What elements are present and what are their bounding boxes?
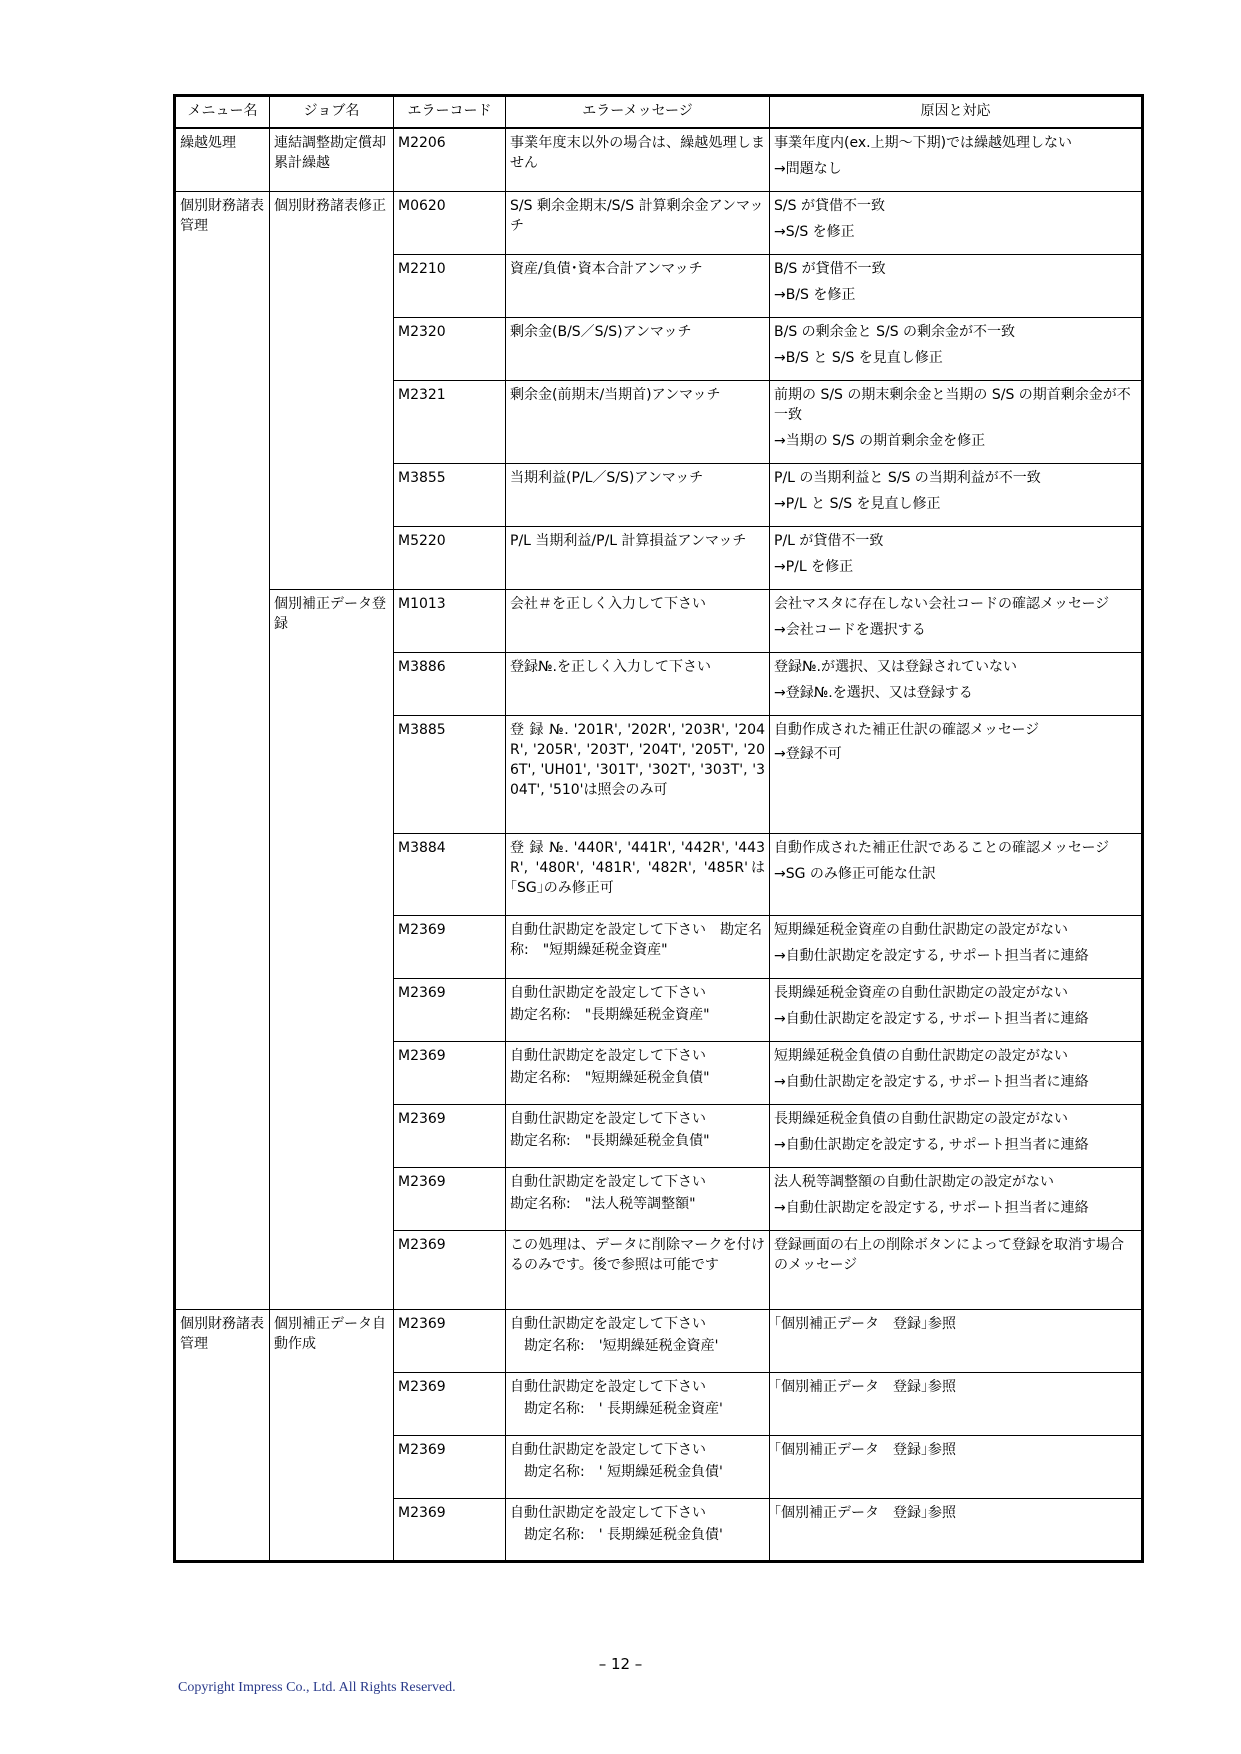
job-cell: 個別財務諸表修正 bbox=[270, 191, 394, 589]
message-line: 事業年度末以外の場合は、繰越処理しません bbox=[510, 135, 765, 171]
cause-cell bbox=[770, 715, 1143, 833]
action-line: →B/S を修正 bbox=[774, 286, 856, 303]
code-cell: M5220 bbox=[394, 526, 506, 589]
account-name-line: 勘定名称: "短期繰延税金負債" bbox=[510, 1069, 710, 1086]
message-cell bbox=[506, 317, 770, 380]
cause-line: 登録画面の右上の削除ボタンによって登録を取消す場合のメッセージ bbox=[774, 1236, 1124, 1273]
job-cell: 個別補正データ自動作成 bbox=[270, 1309, 394, 1561]
action-line: →登録№.を選択、又は登録する bbox=[774, 684, 973, 701]
message-cell bbox=[506, 715, 770, 833]
cause-cell bbox=[770, 978, 1143, 1041]
cause-cell bbox=[770, 463, 1143, 526]
cause-line: 長期繰延税金負債の自動仕訳勘定の設定がない bbox=[774, 1110, 1068, 1127]
code-cell: M2206 bbox=[394, 128, 506, 191]
action-line: →自動仕訳勘定を設定する, サポート担当者に連絡 bbox=[774, 1073, 1089, 1090]
account-name-line: 勘定名称: "長期繰延税金負債" bbox=[510, 1132, 710, 1149]
cause-line: 事業年度内(ex.上期～下期)では繰越処理しない bbox=[774, 135, 1073, 151]
message-cell bbox=[506, 128, 770, 191]
message-cell bbox=[506, 380, 770, 463]
cause-cell bbox=[770, 380, 1143, 463]
message-cell bbox=[506, 191, 770, 254]
code-cell: M2321 bbox=[394, 380, 506, 463]
code-cell: M2369 bbox=[394, 915, 506, 978]
cause-cell bbox=[770, 1230, 1143, 1309]
cause-line: ｢個別補正データ 登録｣参照 bbox=[774, 1315, 956, 1332]
code-cell: M2369 bbox=[394, 978, 506, 1041]
cause-cell bbox=[770, 1309, 1143, 1372]
account-name-line: 勘定名称: '短期繰延税金資産' bbox=[510, 1337, 719, 1354]
message-cell bbox=[506, 978, 770, 1041]
code-cell: M2369 bbox=[394, 1498, 506, 1561]
cause-cell bbox=[770, 1167, 1143, 1230]
code-cell: M3885 bbox=[394, 715, 506, 833]
message-cell bbox=[506, 1167, 770, 1230]
message-cell bbox=[506, 1230, 770, 1309]
header-cause: 原因と対応 bbox=[770, 96, 1143, 129]
message-line: 自動仕訳勘定を設定して下さい bbox=[510, 1315, 706, 1332]
code-cell: M3886 bbox=[394, 652, 506, 715]
header-menu: メニュー名 bbox=[175, 96, 270, 129]
cause-cell bbox=[770, 128, 1143, 191]
job-cell: 個別補正データ登録 bbox=[270, 589, 394, 1309]
cause-line: 自動作成された補正仕訳であることの確認メッセージ bbox=[774, 839, 1110, 856]
code-cell: M2210 bbox=[394, 254, 506, 317]
action-line: →P/L を修正 bbox=[774, 558, 854, 575]
code-cell: M2369 bbox=[394, 1372, 506, 1435]
action-line: →B/S と S/S を見直し修正 bbox=[774, 349, 943, 366]
action-line: →会社コードを選択する bbox=[774, 621, 926, 638]
cause-cell bbox=[770, 589, 1143, 652]
action-line: →自動仕訳勘定を設定する, サポート担当者に連絡 bbox=[774, 947, 1089, 964]
cause-cell bbox=[770, 1372, 1143, 1435]
message-cell bbox=[506, 526, 770, 589]
cause-line: ｢個別補正データ 登録｣参照 bbox=[774, 1504, 956, 1521]
cause-line: B/S が貸借不一致 bbox=[774, 260, 886, 277]
code-cell: M0620 bbox=[394, 191, 506, 254]
cause-cell bbox=[770, 915, 1143, 978]
cause-line: 自動作成された補正仕訳の確認メッセージ bbox=[774, 721, 1040, 738]
message-cell bbox=[506, 1309, 770, 1372]
cause-cell bbox=[770, 1104, 1143, 1167]
action-line: →S/S を修正 bbox=[774, 223, 855, 240]
page-number: – 12 – bbox=[598, 1655, 643, 1673]
table-row bbox=[175, 191, 1143, 254]
message-line: 登 録 №. '440R', '441R', '442R', '443R', '480R', '481R', '482R', '485R'は｢SG｣のみ修正可 bbox=[510, 839, 765, 896]
menu-cell: 個別財務諸表管理 bbox=[175, 1309, 270, 1561]
action-line: →問題なし bbox=[774, 161, 842, 177]
cause-cell bbox=[770, 191, 1143, 254]
message-cell bbox=[506, 463, 770, 526]
message-cell bbox=[506, 1041, 770, 1104]
header-message: エラーメッセージ bbox=[506, 96, 770, 129]
code-cell: M2320 bbox=[394, 317, 506, 380]
cause-line: 短期繰延税金負債の自動仕訳勘定の設定がない bbox=[774, 1047, 1068, 1064]
message-cell bbox=[506, 1435, 770, 1498]
code-cell: M3884 bbox=[394, 833, 506, 915]
action-line: →自動仕訳勘定を設定する, サポート担当者に連絡 bbox=[774, 1199, 1089, 1216]
cause-cell bbox=[770, 254, 1143, 317]
account-name-line: 勘定名称: ' 短期繰延税金負債' bbox=[510, 1463, 723, 1480]
cause-line: S/S が貸借不一致 bbox=[774, 197, 885, 214]
message-line: 自動仕訳勘定を設定して下さい bbox=[510, 1504, 706, 1521]
message-line: 会社＃を正しく入力して下さい bbox=[510, 595, 706, 612]
message-line: 自動仕訳勘定を設定して下さい 勘定名称: "短期繰延税金資産" bbox=[510, 921, 762, 958]
code-cell: M1013 bbox=[394, 589, 506, 652]
message-cell bbox=[506, 254, 770, 317]
cause-line: ｢個別補正データ 登録｣参照 bbox=[774, 1378, 956, 1395]
message-cell bbox=[506, 652, 770, 715]
action-line: →P/L と S/S を見直し修正 bbox=[774, 495, 941, 512]
message-line: 資産/負債･資本合計アンマッチ bbox=[510, 260, 703, 277]
message-line: P/L 当期利益/P/L 計算損益アンマッチ bbox=[510, 532, 747, 549]
message-line: S/S 剰余金期末/S/S 計算剰余金アンマッチ bbox=[510, 197, 764, 234]
message-line: 自動仕訳勘定を設定して下さい bbox=[510, 1110, 706, 1127]
cause-cell bbox=[770, 652, 1143, 715]
cause-line: P/L が貸借不一致 bbox=[774, 532, 884, 549]
menu-cell: 個別財務諸表管理 bbox=[175, 191, 270, 1309]
account-name-line: 勘定名称: ' 長期繰延税金負債' bbox=[510, 1526, 723, 1543]
cause-cell bbox=[770, 1435, 1143, 1498]
action-line: →SG のみ修正可能な仕訳 bbox=[774, 865, 936, 882]
message-line: 登録№.を正しく入力して下さい bbox=[510, 658, 712, 675]
table-row bbox=[175, 589, 1143, 652]
message-line: 当期利益(P/L／S/S)アンマッチ bbox=[510, 469, 704, 486]
message-line: 剰余金(前期末/当期首)アンマッチ bbox=[510, 386, 721, 403]
code-cell: M2369 bbox=[394, 1041, 506, 1104]
cause-line: 前期の S/S の期末剰余金と当期の S/S の期首剰余金が不一致 bbox=[774, 386, 1131, 423]
header-job: ジョブ名 bbox=[270, 96, 394, 129]
action-line: →登録不可 bbox=[774, 745, 842, 762]
code-cell: M3855 bbox=[394, 463, 506, 526]
cause-line: 長期繰延税金資産の自動仕訳勘定の設定がない bbox=[774, 984, 1068, 1001]
cause-line: 法人税等調整額の自動仕訳勘定の設定がない bbox=[774, 1173, 1054, 1190]
cause-line: ｢個別補正データ 登録｣参照 bbox=[774, 1441, 956, 1458]
action-line: →自動仕訳勘定を設定する, サポート担当者に連絡 bbox=[774, 1010, 1089, 1027]
message-cell bbox=[506, 915, 770, 978]
code-cell: M2369 bbox=[394, 1167, 506, 1230]
cause-cell bbox=[770, 317, 1143, 380]
cause-line: 登録№.が選択、又は登録されていない bbox=[774, 658, 1018, 675]
message-cell bbox=[506, 833, 770, 915]
message-cell bbox=[506, 1498, 770, 1561]
code-cell: M2369 bbox=[394, 1435, 506, 1498]
message-line: 自動仕訳勘定を設定して下さい bbox=[510, 1441, 706, 1458]
code-cell: M2369 bbox=[394, 1104, 506, 1167]
account-name-line: 勘定名称: ' 長期繰延税金資産' bbox=[510, 1400, 723, 1417]
message-line: 登 録 №. '201R', '202R', '203R', '204R', '205R', '203T', '204T', '205T', '206T', 'UH01', '301T', '302T', '303T', '304T', '510'は照会のみ可 bbox=[510, 721, 765, 798]
code-cell: M2369 bbox=[394, 1230, 506, 1309]
cause-line: 短期繰延税金資産の自動仕訳勘定の設定がない bbox=[774, 921, 1068, 938]
copyright-notice: Copyright Impress Co., Ltd. All Rights Reserved. bbox=[178, 1680, 456, 1695]
message-cell bbox=[506, 589, 770, 652]
cause-cell bbox=[770, 1498, 1143, 1561]
menu-cell: 繰越処理 bbox=[175, 128, 270, 191]
message-cell bbox=[506, 1372, 770, 1435]
message-line: この処理は、データに削除マークを付けるのみです。後で参照は可能です bbox=[510, 1236, 765, 1273]
table-row bbox=[175, 128, 1143, 191]
job-cell: 連結調整勘定償却累計繰越 bbox=[270, 128, 394, 191]
message-line: 自動仕訳勘定を設定して下さい bbox=[510, 1378, 706, 1395]
account-name-line: 勘定名称: "法人税等調整額" bbox=[510, 1195, 696, 1212]
message-line: 自動仕訳勘定を設定して下さい bbox=[510, 1173, 706, 1190]
error-code-table bbox=[173, 94, 1144, 1563]
cause-cell bbox=[770, 526, 1143, 589]
code-cell: M2369 bbox=[394, 1309, 506, 1372]
cause-cell bbox=[770, 1041, 1143, 1104]
header-code: エラーコード bbox=[394, 96, 506, 129]
message-line: 自動仕訳勘定を設定して下さい bbox=[510, 1047, 706, 1064]
table-header-row bbox=[175, 96, 1143, 129]
account-name-line: 勘定名称: "長期繰延税金資産" bbox=[510, 1006, 710, 1023]
cause-cell bbox=[770, 833, 1143, 915]
action-line: →自動仕訳勘定を設定する, サポート担当者に連絡 bbox=[774, 1136, 1089, 1153]
cause-line: B/S の剰余金と S/S の剰余金が不一致 bbox=[774, 323, 1016, 340]
table-row bbox=[175, 1309, 1143, 1372]
cause-line: 会社マスタに存在しない会社コードの確認メッセージ bbox=[774, 595, 1110, 612]
message-cell bbox=[506, 1104, 770, 1167]
action-line: →当期の S/S の期首剰余金を修正 bbox=[774, 432, 986, 449]
message-line: 剰余金(B/S／S/S)アンマッチ bbox=[510, 323, 692, 340]
cause-line: P/L の当期利益と S/S の当期利益が不一致 bbox=[774, 469, 1041, 486]
message-line: 自動仕訳勘定を設定して下さい bbox=[510, 984, 706, 1001]
